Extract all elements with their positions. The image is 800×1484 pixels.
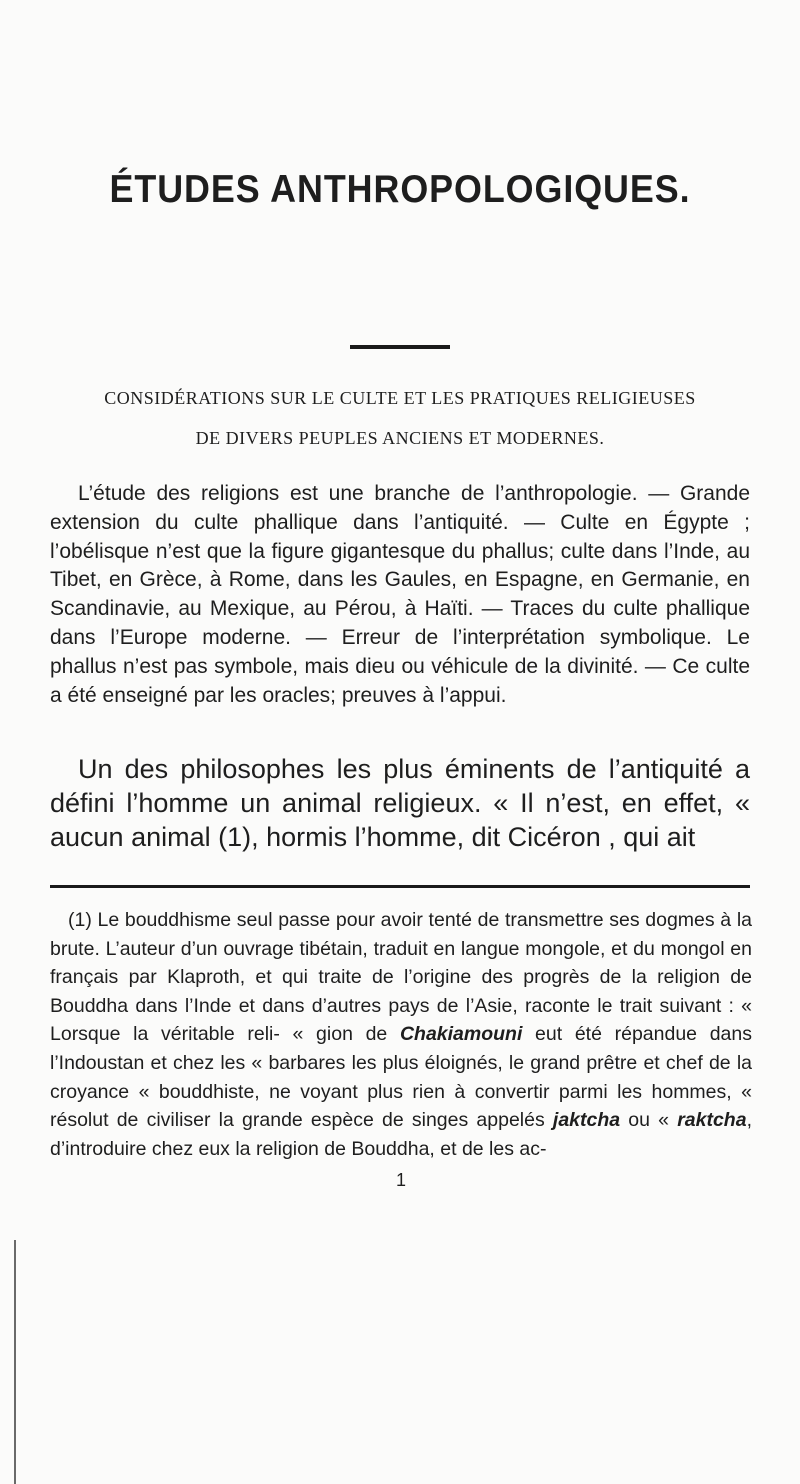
footnote-text-4: , d’introduire chez eux la religion de Bouddha, et de les ac- (50, 1109, 752, 1160)
footnote-italic-chakiamouni: Chakiamouni (399, 1023, 523, 1046)
page-number: 1 (396, 1170, 407, 1190)
footnote-italic-jaktcha: jaktcha (552, 1109, 621, 1132)
title-divider (350, 345, 450, 349)
chapter-subtitle-line-1: CONSIDÉRATIONS SUR LE CULTE ET LES PRATIQUES RELIGIEUSES (104, 388, 696, 408)
footnote-text-2: eut été répandue dans l’Indoustan et chez les « barbares les plus éloignés, le grand prêtre et chef de la croyance « bouddhiste, ne voyant plus rien à convertir parmi les hommes, « résolut de civiliser la grande espèce de singes appelés (50, 1023, 752, 1132)
footnote-text-3: ou « (620, 1109, 678, 1132)
chapter-subtitle-line-2: DE DIVERS PEUPLES ANCIENS ET MODERNES. (195, 428, 605, 448)
page-title: ÉTUDES ANTHROPOLOGIQUES. (109, 168, 691, 211)
footnote-text-1: (1) Le bouddhisme seul passe pour avoir tenté de transmettre ses dogmes à la brute. L’auteur d’un ouvrage tibétain, traduit en langue mongole, et du mongol en français par Klaproth, et qui traite de l’origine des progrès de la religion de Bouddha dans l’Inde et dans d’autres pays de l’Asie, raconte le trait suivant : « Lorsque la véritable reli- « gion de (50, 909, 752, 1046)
chapter-summary: L’étude des religions est une branche de l’anthropologie. — Grande extension du culte phallique dans l’antiquité. — Culte en Égypte ; l’obélisque n’est que la figure gigantesque du phallus; culte dans l’Inde, au Tibet, en Grèce, à Rome, dans les Gaules, en Espagne, en Germanie, en Scandinavie, au Mexique, au Pérou, à Haïti. — Traces du culte phallique dans l’Europe moderne. — Erreur de l’interprétation symbolique. Le phallus n’est pas symbole, mais dieu ou véhicule de la divinité. — Ce culte a été enseigné par les oracles; preuves à l’appui. (50, 482, 750, 707)
binding-edge-line (14, 1240, 16, 1484)
footnote-divider (50, 885, 750, 888)
footnote-italic-raktcha: raktcha (677, 1109, 747, 1132)
body-paragraph: Un des philosophes les plus éminents de l’antiquité a défini l’homme un animal religieux. « Il n’est, en effet, « aucun animal (1), hormis l’homme, dit Cicéron , qui ait (50, 754, 750, 852)
footnote (50, 906, 752, 1163)
